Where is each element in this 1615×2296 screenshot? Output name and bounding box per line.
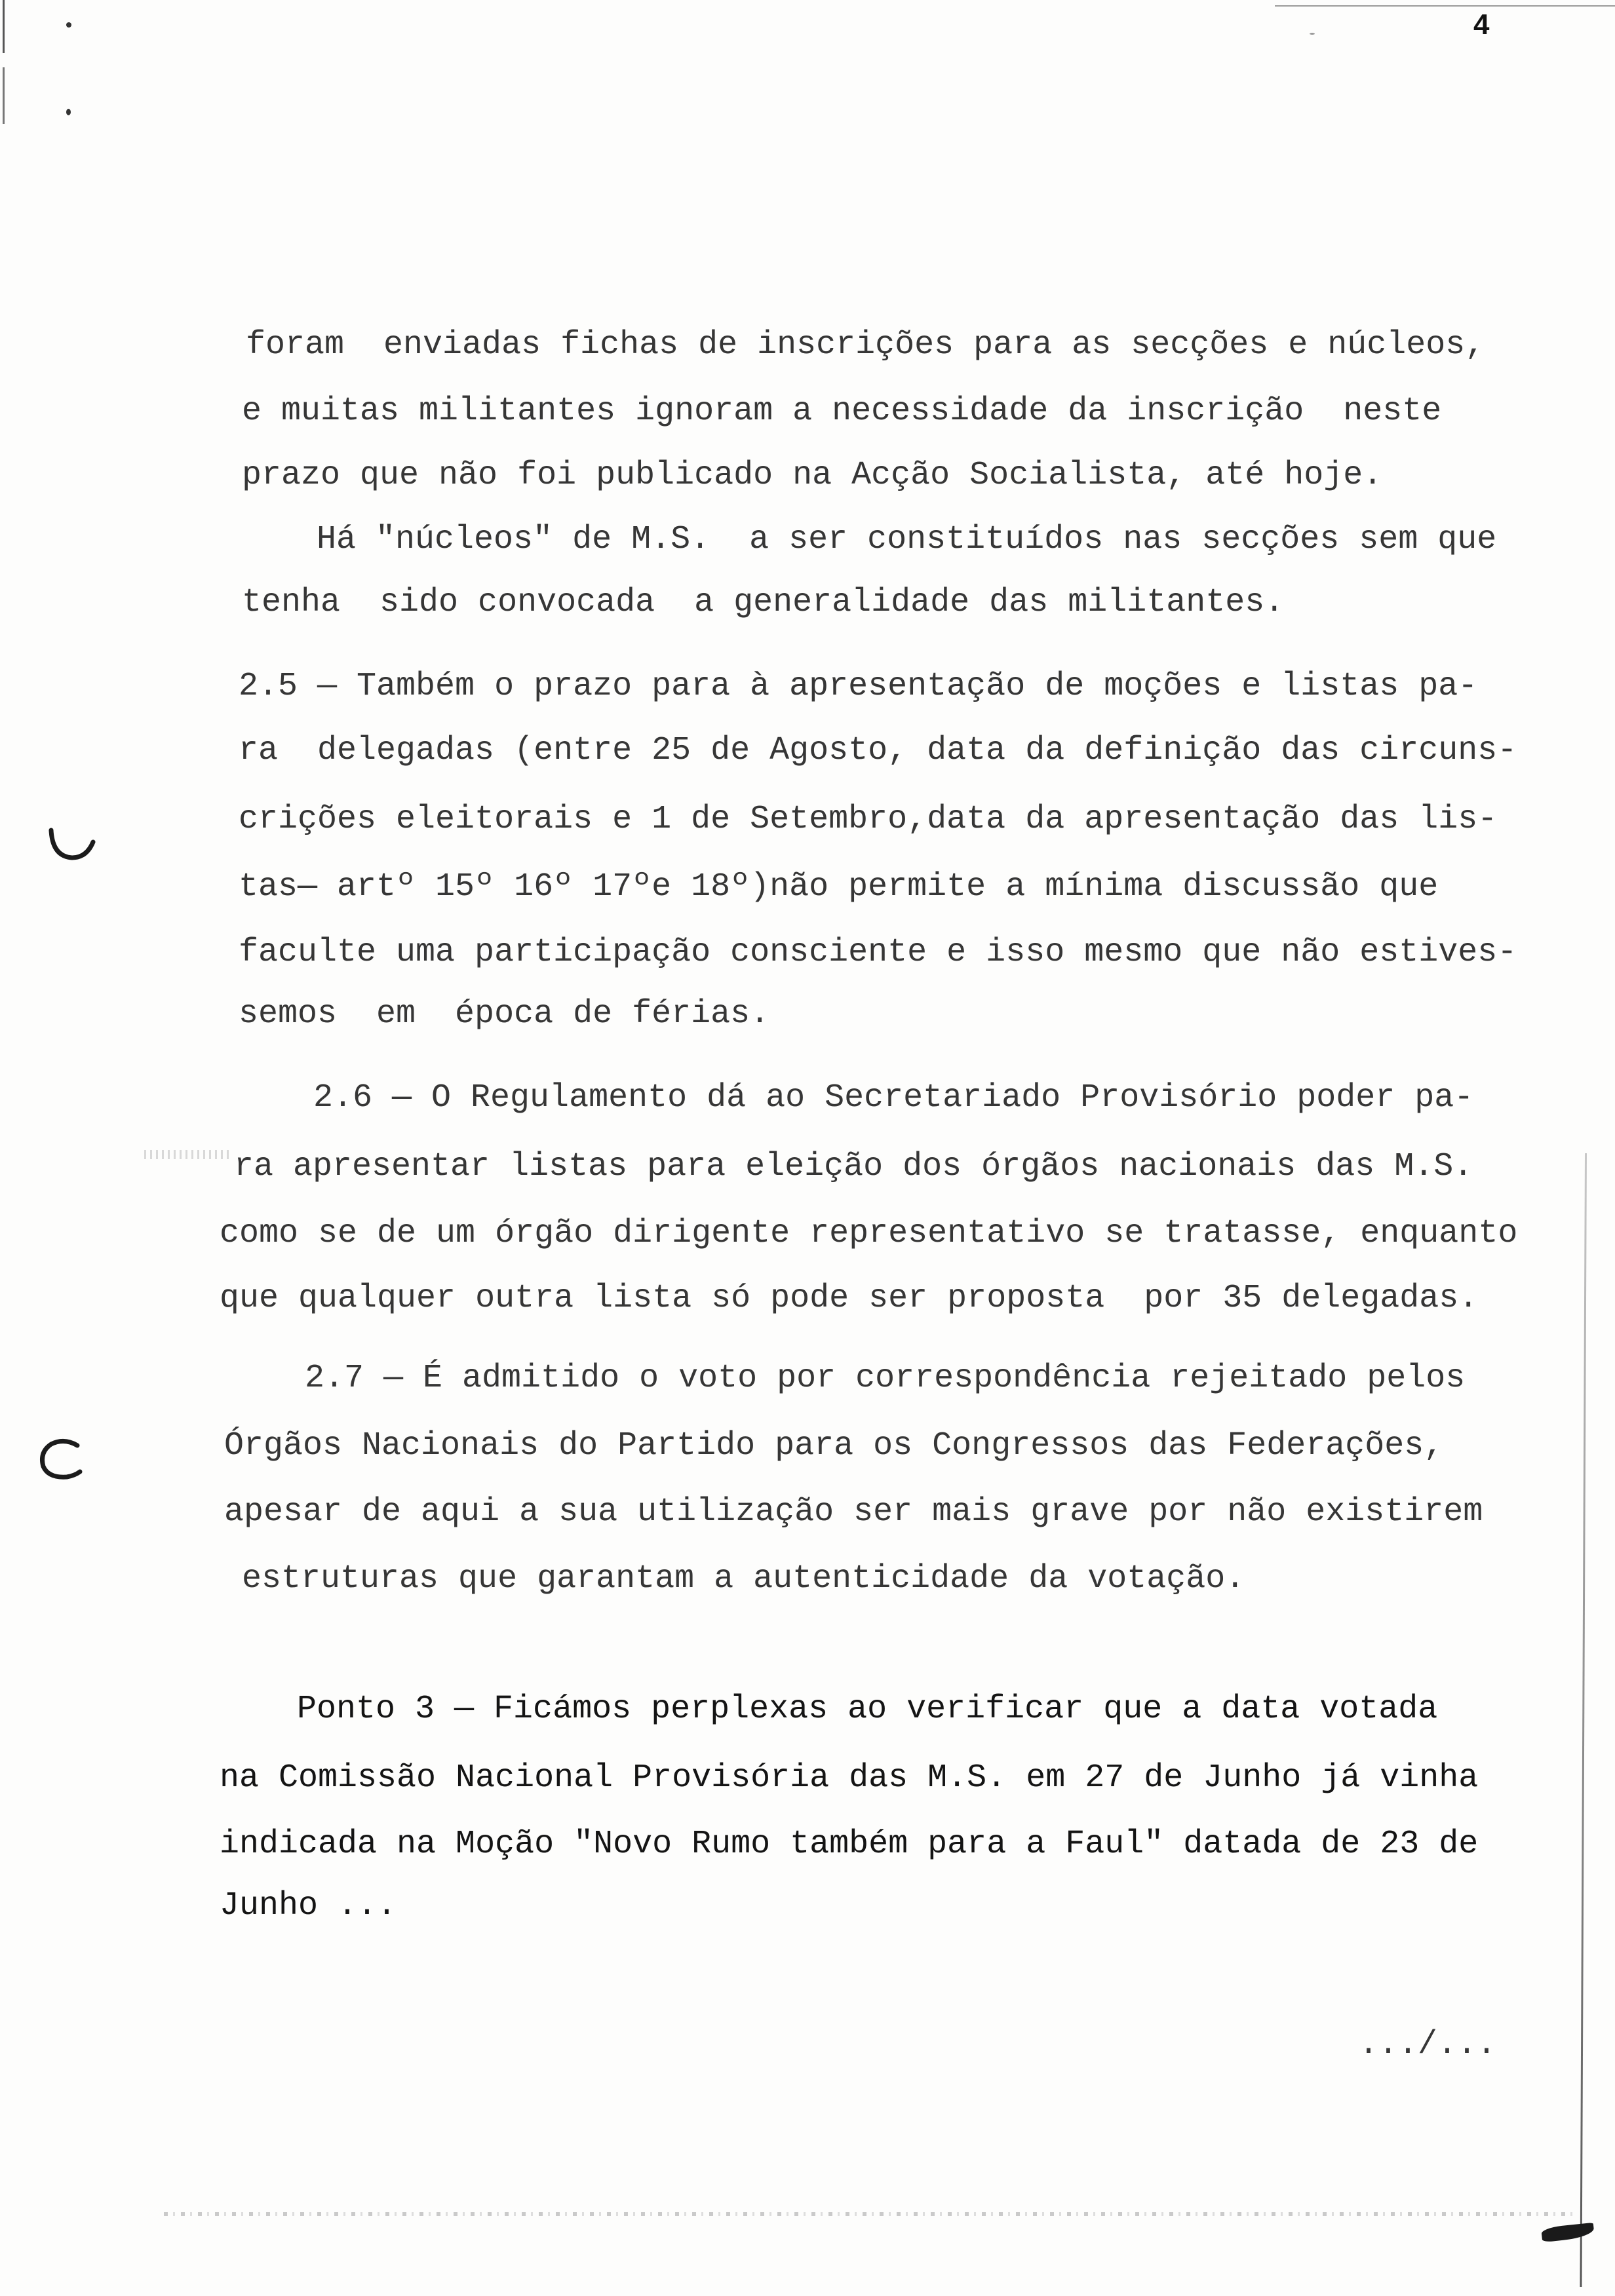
scan-dot-mark	[66, 22, 71, 28]
text-line: como se de um órgão dirigente representativo se tratasse, enquanto	[220, 1215, 1518, 1252]
continues-mark: .../...	[1359, 2026, 1497, 2063]
punch-hole-mark	[34, 1434, 87, 1486]
text-line: que qualquer outra lista só pode ser proposta por 35 delegadas.	[220, 1280, 1479, 1317]
page-number: 4	[1473, 9, 1490, 41]
text-line: apesar de aqui a sua utilização ser mais grave por não existirem	[224, 1493, 1483, 1531]
text-line: Órgãos Nacionais do Partido para os Congressos das Federações,	[224, 1427, 1444, 1464]
text-line: 2.7 — É admitido o voto por correspondência rejeitado pelos	[305, 1360, 1466, 1397]
text-line: prazo que não foi publicado na Acção Socialista, até hoje.	[242, 457, 1383, 494]
text-line: Junho ...	[220, 1887, 397, 1924]
scan-bottom-noise	[164, 2212, 1573, 2216]
scan-dot-mark	[66, 109, 71, 115]
text-line: 2.5 — Também o prazo para à apresentação de moções e listas pa-	[239, 668, 1478, 705]
text-line: e muitas militantes ignoram a necessidade da inscrição neste	[242, 392, 1442, 430]
text-line: semos em época de férias.	[239, 995, 770, 1033]
text-line: Há "núcleos" de M.S. a ser constituídos nas secções sem que	[317, 521, 1497, 558]
text-line: foram enviadas fichas de inscrições para as secções e núcleos,	[246, 326, 1485, 364]
scan-right-edge-line	[1580, 1153, 1587, 2287]
scan-corner-blob	[1541, 2223, 1595, 2242]
scan-margin-noise	[144, 1150, 229, 1159]
text-line: crições eleitorais e 1 de Setembro,data da apresentação das lis-	[239, 801, 1498, 838]
text-line: na Comissão Nacional Provisória das M.S. em 27 de Junho já vinha	[220, 1759, 1479, 1797]
scan-top-rule	[1275, 5, 1615, 7]
text-line: tenha sido convocada a generalidade das militantes.	[242, 584, 1285, 621]
text-line: indicada na Moção "Novo Rumo também para a Faul" datada de 23 de	[220, 1826, 1479, 1863]
text-line: ra apresentar listas para eleição dos órgãos nacionais das M.S.	[234, 1148, 1473, 1185]
text-line: estruturas que garantam a autenticidade da votação.	[242, 1560, 1245, 1598]
text-line: faculte uma participação consciente e isso mesmo que não estives-	[239, 934, 1517, 971]
punch-hole-mark	[46, 822, 98, 868]
scan-left-edge-marks	[3, 0, 5, 177]
scan-dash-mark	[1310, 33, 1315, 35]
text-line: Ponto 3 — Ficámos perplexas ao verificar que a data votada	[297, 1691, 1438, 1728]
text-line: ra delegadas (entre 25 de Agosto, data da definição das circuns-	[239, 732, 1517, 769]
text-line: 2.6 — O Regulamento dá ao Secretariado Provisório poder pa-	[313, 1079, 1474, 1117]
text-line: tas— artº 15º 16º 17ºe 18º)não permite a mínima discussão que	[239, 868, 1439, 906]
